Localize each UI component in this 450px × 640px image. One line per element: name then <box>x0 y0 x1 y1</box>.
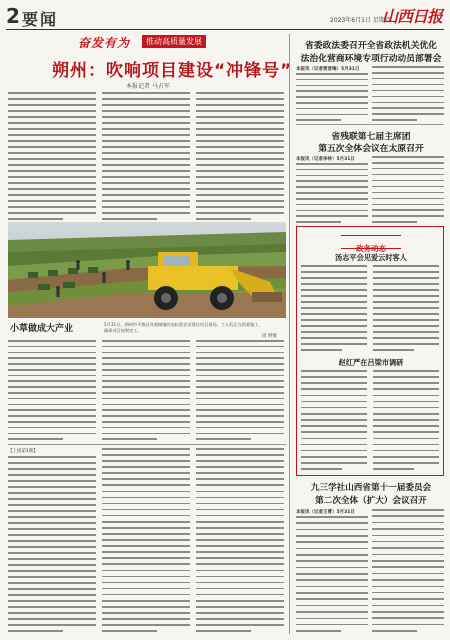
banner-slogan: 奋发有为 <box>78 36 131 50</box>
right-story-1-lead: 本报讯（记者贾晋梅）5月31日 <box>296 67 360 72</box>
right-headline-3a: 九三学社山西省第十一届委员会 <box>310 483 432 493</box>
right-headline-2a: 省残联第七届主席团 <box>331 132 411 142</box>
right-story-2-body-b <box>372 156 444 223</box>
right-story-1-body-a <box>296 73 368 121</box>
right-headline-1a: 省委政法委召开全省政法机关优化 <box>305 41 437 51</box>
page-number: 2 <box>6 4 20 28</box>
right-story-2-body-a <box>296 163 368 223</box>
right-story-3-lead: 本报讯（记者王菁）5月31日 <box>296 510 355 515</box>
lead-body-col1 <box>8 92 96 220</box>
bottom-body-col1 <box>8 456 96 632</box>
continued-tag: 【上接第1版】 <box>8 449 38 454</box>
right-story-3-body-b <box>372 509 444 632</box>
masthead-logo: 山西日报 <box>382 7 443 26</box>
banner-tag: 推动高质量发展 <box>142 35 206 48</box>
section-divider <box>8 444 286 445</box>
brief-item-1-body-b <box>373 265 439 351</box>
lead-body-lower-col3 <box>196 340 284 440</box>
page-header <box>0 0 450 30</box>
bottom-body-col3 <box>196 448 284 632</box>
date-line: 2023年6月1日 星期四 <box>330 17 391 24</box>
brief-item-2-body-b <box>373 370 439 470</box>
brief-box-title-text: 政务动态 <box>356 244 386 253</box>
lead-byline: 本报记者 马占军 <box>126 83 170 90</box>
section-name: 要闻 <box>22 10 59 29</box>
right-story-2-lead: 本报讯（记者李林）5月31日 <box>296 157 355 162</box>
news-photo <box>8 222 286 318</box>
right-divider-1 <box>296 124 444 125</box>
brief-item-2-title: 赵红严在吕梁市调研 <box>338 358 404 367</box>
header-rule <box>6 29 444 30</box>
brief-item-1-body-a <box>301 265 367 351</box>
lead-body-lower-col1 <box>8 340 96 440</box>
bottom-body-col2 <box>102 448 190 632</box>
lead-body-lower-col2 <box>102 340 190 440</box>
brief-item-1-title: 汤志平会见爱云时客人 <box>335 253 407 262</box>
topic-banner <box>78 34 236 50</box>
brief-item-2-body-a <box>301 370 367 470</box>
lead-headline: 朔州：吹响项目建设“冲锋号” <box>52 61 293 81</box>
right-story-3-body-a <box>296 516 368 632</box>
photo-caption: 5月31日，朔州市平鲁区凤凰城镇的高标准农田建设项目现场，工人们正在抓紧施工，确保项目按期完工。 <box>104 322 263 333</box>
right-headline-3b: 第二次全体（扩大）会议召开 <box>315 496 427 506</box>
right-story-1-body-b <box>372 66 444 121</box>
sub-heading: 小草做成大产业 <box>10 324 74 334</box>
column-divider <box>289 34 290 634</box>
photo-credit: 周 明摄 <box>262 334 277 339</box>
news-brief-box <box>296 226 444 476</box>
brief-box-title <box>341 235 401 253</box>
right-headline-1b: 法治化营商环境专项行动动员部署会 <box>300 54 442 64</box>
right-headline-2b: 第五次全体会议在太原召开 <box>318 144 424 154</box>
lead-body-col3 <box>196 92 284 220</box>
lead-body-col2 <box>102 92 190 220</box>
